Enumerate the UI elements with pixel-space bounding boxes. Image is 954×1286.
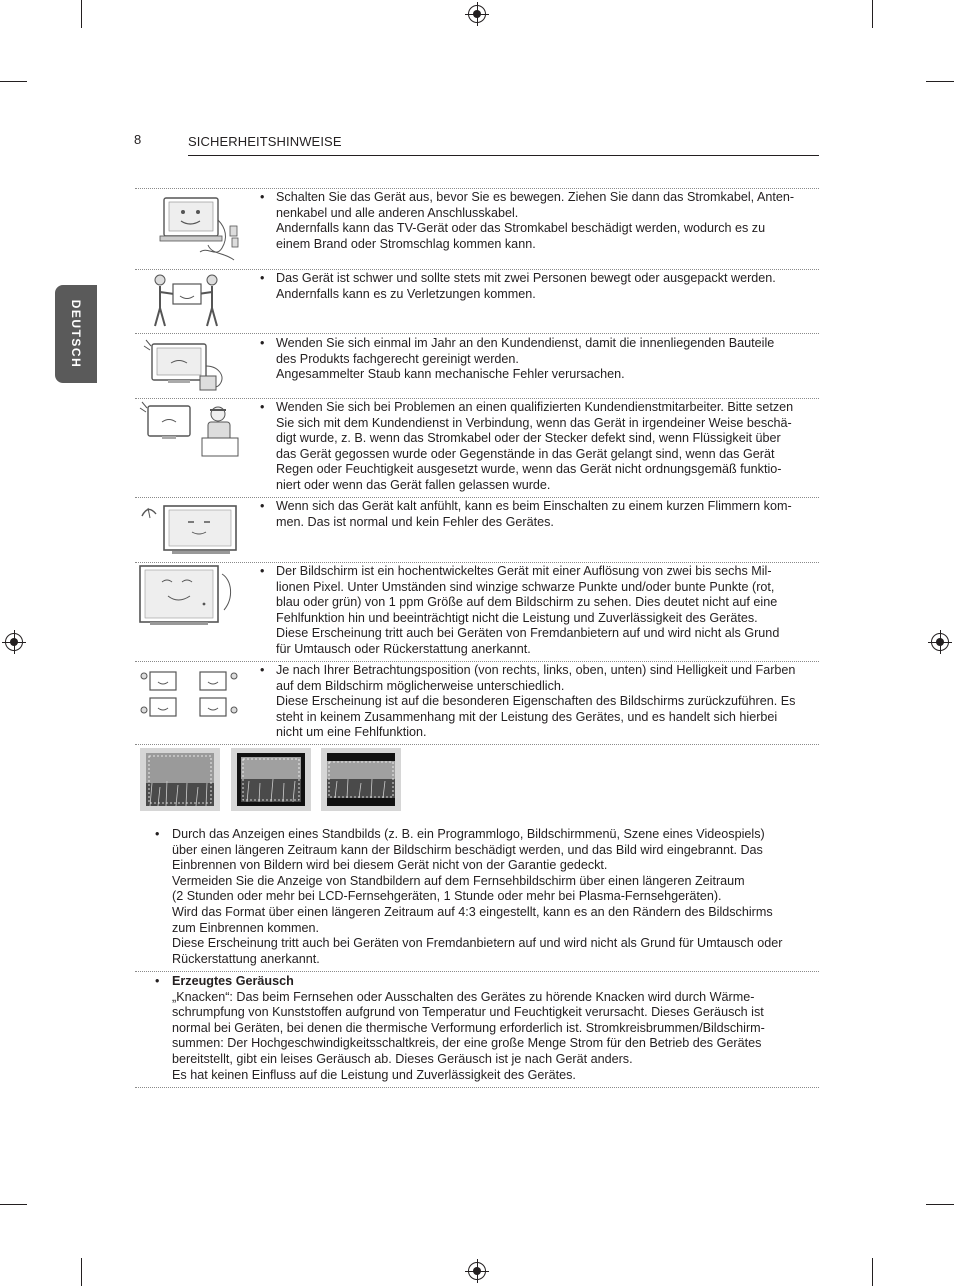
viewing-angle-illustration: [138, 666, 246, 726]
grass-image-icon: [327, 753, 395, 806]
row-separator: [135, 333, 819, 334]
crop-mark: [872, 0, 873, 28]
registration-mark-icon: [468, 1262, 486, 1280]
burn-in-thumbnail: [321, 748, 401, 811]
text-line: einem Brand oder Stromschlag kommen kann.: [276, 236, 536, 251]
text-line: nenkabel und alle anderen Anschlusskabel.: [276, 205, 519, 220]
text-line: men. Das ist normal und kein Fehler des Gerätes.: [276, 514, 554, 529]
text-line: niert oder wenn das Gerät fallen gelassen wurde.: [276, 477, 551, 492]
dusty-tv-service-illustration: [138, 336, 246, 396]
service-technician-illustration: [138, 400, 246, 462]
row-separator: [135, 497, 819, 498]
registration-mark-icon: [931, 633, 949, 651]
text-line: Andernfalls kann es zu Verletzungen kommen.: [276, 286, 536, 301]
burn-in-thumbnail: [140, 748, 220, 811]
text-line: „Knacken“: Das beim Fernsehen oder Ausschalten des Gerätes zu hörende Knacken wird durch Wärme-: [172, 989, 755, 1004]
crop-mark: [926, 1204, 954, 1205]
row-separator: [135, 562, 819, 563]
row-separator: [135, 188, 819, 189]
bullet-item: [257, 499, 821, 530]
text-line: Diese Erscheinung ist auf die besonderen Eigenschaften des Bildschirms zurückzuführen. Es: [276, 694, 796, 709]
text-line: Sie sich mit dem Kundendienst in Verbindung, wenn das Gerät in irgendeiner Weise beschä-: [276, 415, 792, 430]
registration-mark-icon: [5, 633, 23, 651]
page-number: 8: [134, 132, 142, 147]
crop-mark: [0, 1204, 27, 1205]
bullet-item: [257, 564, 821, 658]
language-tab: [55, 285, 97, 383]
text-line: Fehlfunktion hin und beeinträchtigt nicht die Leistung und Zuverlässigkeit des Gerätes.: [276, 610, 758, 625]
text-line: Diese Erscheinung tritt auch bei Geräten von Fremdanbietern auf und wird nicht als Grund: [276, 626, 780, 641]
text-line: über einen längeren Zeitraum kann der Bildschirm beschädigt werden, und das Bild wird eingebrannt. Das: [172, 842, 763, 857]
registration-mark-icon: [468, 5, 486, 23]
note-viewing-angle: [257, 663, 821, 741]
burn-in-thumbnail: [231, 748, 311, 811]
crop-mark: [872, 1258, 873, 1286]
text-line: auf dem Bildschirm möglicherweise unterschiedlich.: [276, 678, 565, 693]
pixel-dots-tv-illustration: [138, 564, 246, 630]
text-line: • Wenden Sie sich einmal im Jahr an den Kundendienst, damit die innenliegenden Bauteile: [276, 336, 775, 350]
text-line: digt wurde, z. B. wenn das Stromkabel oder der Stecker defekt sind, wenn Flüssigkeit über: [276, 431, 781, 446]
bullet-item: [257, 336, 821, 383]
text-line: Angesammelter Staub kann mechanische Fehler verursachen.: [276, 367, 625, 382]
text-line: zum Einbrennen kommen.: [172, 920, 319, 935]
crop-mark: [926, 81, 954, 82]
header-rule: [188, 155, 819, 156]
bullet-item: [153, 827, 819, 967]
bullet-item: [257, 190, 821, 252]
text-line: Wird das Format über einen längeren Zeitraum auf 4:3 eingestellt, kann es an den Rändern des Bildschirms: [172, 904, 773, 919]
text-line: • Schalten Sie das Gerät aus, bevor Sie es bewegen. Ziehen Sie dann das Stromkabel, Anten-: [276, 190, 795, 204]
text-line: steht in keinem Zusammenhang mit der Leistung des Gerätes, und es handelt sich hierbei: [276, 709, 778, 724]
bullet-item: [257, 400, 821, 494]
text-line: lionen Pixel. Unter Umständen sind winzige schwarze Punkte und/oder bunte Punkte (rot,: [276, 579, 775, 594]
text-line: • Der Bildschirm ist ein hochentwickeltes Gerät mit einer Auflösung von zwei bis sechs Mil-: [276, 564, 772, 578]
text-line: Rückerstattung anerkannt.: [172, 951, 320, 966]
grass-image-icon: [146, 753, 214, 806]
row-separator: [135, 971, 819, 972]
note-burn-in: [153, 827, 819, 967]
note-qualified-service: [257, 400, 821, 494]
crop-mark: [81, 0, 82, 28]
text-line: normal bei Geräten, bei denen die thermische Verformung erforderlich ist. Stromkreisbrummen/Bildschirm-: [172, 1020, 765, 1035]
two-people-carrying-tv-illustration: [138, 272, 246, 330]
text-line: summen: Der Hochgeschwindigkeitsschaltkreis, der eine große Menge Strom für den Betrieb des Gerätes: [172, 1036, 762, 1051]
text-line: Diese Erscheinung tritt auch bei Geräten von Fremdanbietern auf und wird nicht als Grund für Umtausch oder: [172, 936, 783, 951]
text-line: Einbrennen von Bildern wird bei diesem Gerät nicht von der Garantie gedeckt.: [172, 858, 608, 873]
text-line: • Wenn sich das Gerät kalt anfühlt, kann es beim Einschalten zu einem kurzen Flimmern kom-: [276, 499, 792, 513]
cold-flicker-tv-illustration: [138, 500, 246, 560]
row-separator: [135, 269, 819, 270]
text-line: • Das Gerät ist schwer und sollte stets mit zwei Personen bewegt oder ausgepackt werden.: [276, 271, 776, 285]
language-tab-label: DEUTSCH: [69, 299, 83, 369]
note-unplug: [257, 190, 821, 252]
text-line: Regen oder Feuchtigkeit ausgesetzt wurde, wenn das Gerät nicht ordnungsgemäß funktio-: [276, 462, 782, 477]
grass-image-icon: [237, 753, 305, 806]
bullet-item: [257, 663, 821, 741]
note-flicker: [257, 499, 821, 530]
text-line: schrumpfung von Kunststoffen aufgrund von Temperatur und Feuchtigkeit verursacht. Dieses Geräusch ist: [172, 1005, 764, 1020]
text-line: des Produkts fachgerecht gereinigt werden.: [276, 351, 519, 366]
crop-mark: [0, 81, 27, 82]
bullet-item: [257, 271, 821, 302]
text-line: (2 Stunden oder mehr bei LCD-Fernsehgeräten, 1 Stunde oder mehr bei Plasma-Fernsehgeräten).: [172, 889, 722, 904]
row-separator: [135, 1087, 819, 1088]
text-line: Es hat keinen Einfluss auf die Leistung und Zuverlässigkeit des Gerätes.: [172, 1067, 576, 1082]
bullet-item: [153, 974, 819, 1083]
text-line: das Gerät gegossen wurde oder Gegenstände in das Gerät gelangt sind, wenn das Gerät: [276, 446, 775, 461]
note-pixels: [257, 564, 821, 658]
text-line: für Umtausch oder Rückerstattung anerkannt.: [276, 641, 531, 656]
text-line: • Durch das Anzeigen eines Standbilds (z. B. ein Programmlogo, Bildschirmmenü, Szene eines Videospiels): [172, 827, 765, 841]
text-line: • Je nach Ihrer Betrachtungsposition (von rechts, links, oben, unten) sind Helligkeit und Farben: [276, 663, 796, 677]
note-annual-service: [257, 336, 821, 383]
note-heavy: [257, 271, 821, 302]
crop-mark: [81, 1258, 82, 1286]
text-line: bereitstellt, gibt ein leises Geräusch ab. Dieses Geräusch ist je nach Gerät anders.: [172, 1051, 633, 1066]
text-line: blau oder grün) von 1 ppm Größe auf dem Bildschirm zu sehen. Dies deutet nicht auf eine: [276, 595, 778, 610]
unplug-tv-illustration: [138, 190, 246, 265]
text-line: nicht um eine Fehlfunktion.: [276, 725, 427, 740]
row-separator: [135, 661, 819, 662]
text-line: Vermeiden Sie die Anzeige von Standbildern auf dem Fernsehbildschirm über einen längeren Zeitraum: [172, 873, 745, 888]
section-title: SICHERHEITSHINWEISE: [188, 134, 342, 149]
row-separator: [135, 744, 819, 745]
note-noise: [153, 974, 819, 1083]
text-line: Andernfalls kann das TV-Gerät oder das Stromkabel beschädigt werden, wodurch es zu: [276, 221, 766, 236]
text-line: • Wenden Sie sich bei Problemen an einen qualifizierten Kundendienstmitarbeiter. Bitte setzen: [276, 400, 794, 414]
noise-heading: Erzeugtes Geräusch: [172, 974, 294, 988]
row-separator: [135, 398, 819, 399]
